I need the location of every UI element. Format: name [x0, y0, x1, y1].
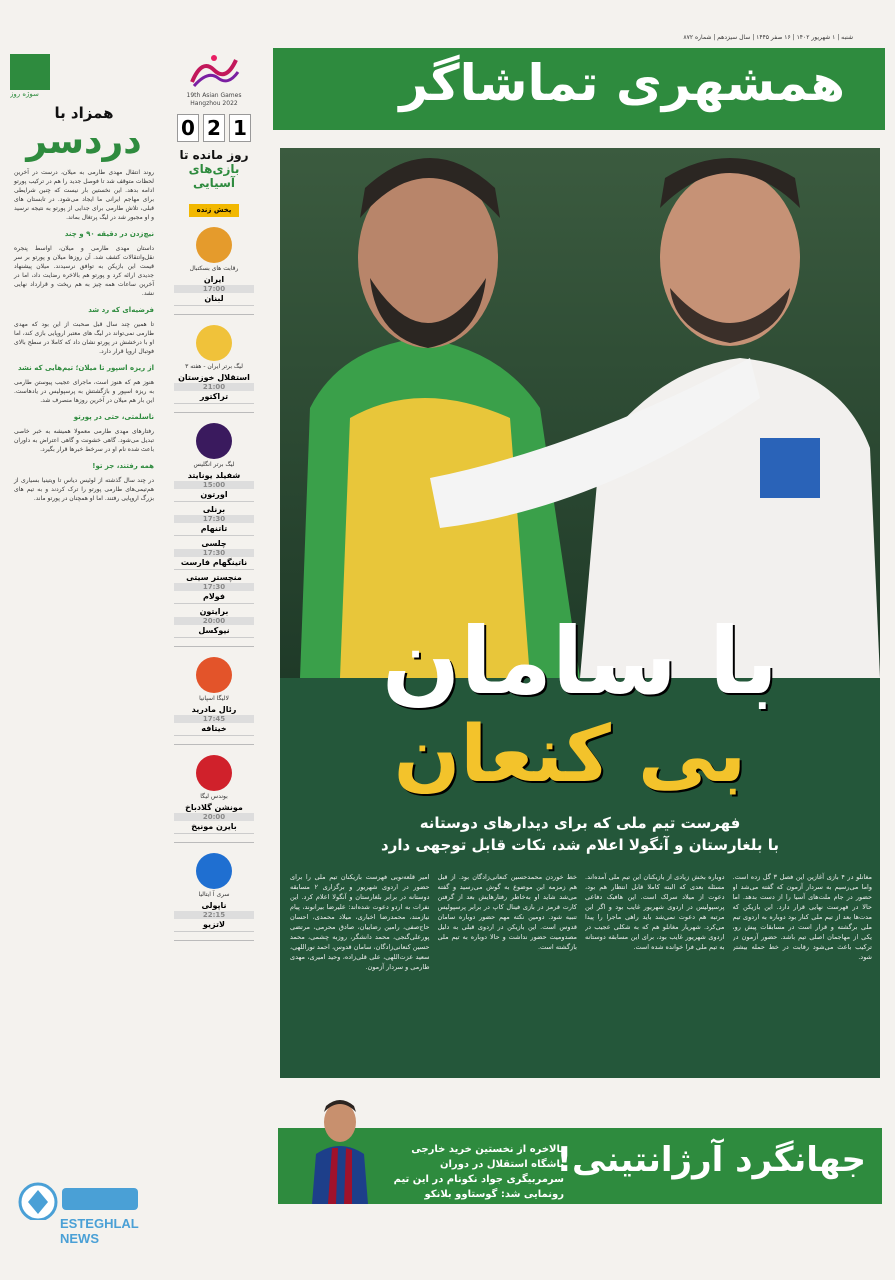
left-news-column — [10, 52, 158, 1277]
countdown — [170, 114, 258, 142]
divider — [174, 744, 254, 745]
body-column: دوباره بخش زیادی از بازیکنان این تیم ملی آمده‌اند. مسئله بعدی که البته کاملا قابل انتظار هم بود، دعوت از میلاد سرلک است. این هافبک دفاعی پرسپولیس در اردوی شهریور غایب بود و اگر این مرتبه هم دعوت نمی‌شد باید راهی ماجرا را پیدا می‌کرد. شهریار مغانلو هم که به شکلی عجیب در اردوی شهریور غایب بود، برای این مسابقه دوستانه به تیم ملی فرا خوانده شده است. — [585, 873, 725, 951]
body-column: خط خوردن محمدحسین کنعانی‌زادگان بود. از قبل هم زمزمه این موضوع به گوش می‌رسید و گفته می‌شد شاید او به‌خاطر رفتارهایش بعد از گرفتن کارت قرمز در بازی فینال کاپ در برابر پرسپولیس تنبیه شود. دومین نکته مهم حضور دوباره سامان قدوس است. این بازیکن در اردوی قبلی به دلیل مصدومیت حضور نداشت و حالا دوباره به تیم ملی بازگشته است. — [437, 873, 577, 951]
match-time: 20:00 — [174, 617, 254, 625]
watermark — [14, 1180, 144, 1250]
match-row — [174, 275, 254, 306]
schedule-column — [170, 52, 258, 1277]
body-column: امیر قلعه‌نویی فهرست بازیکنان تیم ملی را برای حضور در اردوی شهریور و برگزاری ۲ مسابقه دوستانه در برابر بلغارستان و آنگولا اعلام کرد. این نفرات به اردو دعوت شده‌اند: علیرضا بیرانوند، پیام نیازمند، محمدرضا اخباری، میلاد محمدی، احسان حاج‌صفی، رامین رضاییان، صادق محرمی، مرتضی پورعلی‌گنجی، محمد دانشگر، روزبه چشمی، محمد حسین کنعانی‌زادگان، سامان قدوس، احمد نوراللهی، سعید عزت‌اللهی، علی قلی‌زاده، وحید امیری، مهدی طارمی و سردار آزمون. — [290, 873, 430, 971]
days-label: روز مانده تا — [179, 148, 249, 162]
divider — [174, 412, 254, 413]
left-sub-text: در چند سال گذشته از لوئیس دیاس تا ویتینیا بسیاری از هم‌تیمی‌های طارمی پورتو را ترک کردند و به تیم های بزرگ اروپایی رفتند. اما او همچنان در پورتو ماند. — [14, 477, 154, 502]
cover-photo — [280, 148, 880, 678]
left-sub-text: تا همین چند سال قبل صحبت از این بود که مهدی طارمی نمی‌تواند در لیگ های معتبر اروپایی بازی کند، اما او با درخشش در پورتو نشان داد که کاملا در سطح بالای فوتبال اروپا قرار دارد. — [14, 321, 154, 355]
live-broadcast-badge: پخش زنده — [189, 204, 239, 217]
league-block — [170, 657, 258, 736]
left-sub-title: نیچ‌زدن در دقیقه ۹۰ و چند — [64, 230, 154, 238]
section-tag-label: سوژه روز — [10, 90, 39, 98]
left-kicker: همزاد با — [54, 104, 114, 122]
left-sub-title: همه رفتند، جز تو! — [92, 462, 154, 470]
match-time: 21:00 — [174, 383, 254, 391]
league-logo-icon — [196, 853, 232, 889]
match-home: شفیلد یونایتد — [187, 471, 241, 480]
match-row — [174, 573, 254, 604]
match-away: لاتزیو — [203, 920, 225, 929]
divider — [174, 646, 254, 647]
masthead-title: همشهری تماشاگر — [399, 54, 845, 112]
left-headline: دردسر — [26, 121, 142, 162]
match-home: برایتون — [199, 607, 229, 616]
match-time: 17:45 — [174, 715, 254, 723]
match-row — [174, 705, 254, 736]
match-row — [174, 607, 254, 638]
match-time: 15:00 — [174, 481, 254, 489]
match-home: رئال مادرید — [191, 705, 237, 714]
match-time: 17:30 — [174, 583, 254, 591]
match-time: 22:15 — [174, 911, 254, 919]
match-away: نیوکسل — [198, 626, 230, 635]
divider — [174, 842, 254, 843]
main-headline-secondary: بی کنعان — [393, 710, 747, 800]
match-home: چلسی — [201, 539, 227, 548]
match-row — [174, 373, 254, 404]
match-home: ایران — [203, 275, 225, 284]
body-column: مغانلو در ۴ بازی آغازین این فصل ۳ گل زده است. واما می‌رسیم به سردار آزمون که گفته می‌شد او حضور در جام ملت‌های آسیا را از دست بدهد. اما حالا در فهرست نهایی قرار دارد. این بازیکن که مدت‌ها بعد از تیم ملی کنار بود دوباره به اردوی تیم ملی برگشته و قرار است در مسابقات پیش رو، یکی از مهاجمان اصلی تیم باشد. حضور آزمون در ترکیب باعث می‌شود رقابت در خط حمله بیشتر شود. — [732, 873, 872, 961]
league-name: بوندس لیگا — [200, 793, 228, 800]
games-caption: 19th Asian Games — [186, 92, 242, 99]
banner-text: بالاخره از نخستین خرید خارجی باشگاه استقلال در دوران سرمربیگری جواد نکونام در این تیم رونمایی شد: گوستاوو بلانکو — [393, 1144, 564, 1200]
left-sub-title: ناسلمتی، حتی در پورتو — [73, 413, 154, 421]
match-away: فولام — [202, 592, 226, 601]
match-time: 17:30 — [174, 515, 254, 523]
left-sub-title: از ریزه اسپور تا میلان؛ تیم‌هایی که نشد — [17, 364, 154, 372]
countdown-digit: 0 — [177, 114, 199, 142]
match-away: تراکتور — [199, 392, 229, 401]
match-away: خیتافه — [201, 724, 227, 733]
league-block — [170, 423, 258, 638]
divider — [174, 314, 254, 315]
match-row — [174, 505, 254, 536]
match-home: استقلال خوزستان — [178, 373, 250, 382]
countdown-digit: 1 — [229, 114, 251, 142]
games-name: بازی‌های — [188, 162, 240, 176]
match-home: مونشن گلادباخ — [185, 803, 243, 812]
league-logo-icon — [196, 755, 232, 791]
match-row — [174, 471, 254, 502]
match-away: ناتینگهام فارست — [180, 558, 248, 567]
league-name: لالیگا اسپانیا — [199, 695, 229, 702]
match-away: اورتون — [200, 490, 228, 499]
left-sub-text: هنوز هم که هنوز است، ماجرای عجیب پیوستن طارمی به ریزه اسپور و بازگشتش به پرسپولیس در یادهاست. این بار هم میلان در آخرین روزها منصرف شد. — [14, 379, 154, 404]
league-name: رقابت های بسکتبال — [189, 265, 239, 272]
games-name: آسیایی — [193, 176, 235, 190]
banner-headline: جهانگرد آرژانتینی! — [556, 1140, 866, 1180]
asian-games-logo-icon — [184, 52, 244, 92]
watermark-text: ESTEGHLAL NEWS — [60, 1216, 139, 1246]
league-block — [170, 853, 258, 932]
league-name: سری آ ایتالیا — [198, 891, 230, 898]
match-away: بایرن مونیخ — [191, 822, 237, 831]
league-name: لیگ برتر انگلیس — [193, 461, 235, 468]
league-block — [170, 227, 258, 306]
league-logo-icon — [196, 657, 232, 693]
left-sub-text: داستان مهدی طارمی و میلان، اواسط پنجره نقل‌وانتقالات کشف شد. آن روزها میلان و پورتو بر سر قیمت این بازیکن به توافق نرسیدند. میلان پیشنهاد جدیدی ارائه کرد و پورتو هم بالاخره رضایت داد، اما در آخرین ساعات همه چیز به هم ریخت و قرارداد نهایی نشد. — [14, 245, 154, 297]
match-away: تاتنهام — [200, 524, 228, 533]
bottom-banner — [278, 1128, 882, 1204]
left-sub-title: فرضیه‌ای که رد شد — [88, 306, 154, 314]
match-home: ناپولی — [201, 901, 227, 910]
league-logo-icon — [196, 227, 232, 263]
match-away: لبنان — [204, 294, 224, 303]
match-row — [174, 539, 254, 570]
match-row — [174, 803, 254, 834]
main-deck — [300, 812, 860, 856]
match-time: 17:30 — [174, 549, 254, 557]
main-body-columns — [290, 872, 872, 1072]
divider — [174, 940, 254, 941]
league-block — [170, 755, 258, 834]
main-headline: با سامان — [381, 608, 779, 715]
masthead-date: شنبه | ۱ شهریور ۱۴۰۲ | ۱۶ صفر ۱۴۴۵ | سال سیزدهم | شماره ۸۷۲ — [683, 34, 853, 41]
match-time: 17:00 — [174, 285, 254, 293]
player-cutout — [308, 1098, 372, 1204]
section-tag — [10, 54, 50, 90]
league-list — [170, 227, 258, 941]
deck-line: با بلغارستان و آنگولا اعلام شد، نکات قابل توجهی دارد — [381, 836, 779, 854]
league-name: لیگ برتر ایران - هفته ۳ — [185, 363, 243, 370]
league-logo-icon — [196, 325, 232, 361]
match-home: برنلی — [202, 505, 226, 514]
left-intro: روند انتقال مهدی طارمی به میلان، درست در آخرین لحظات متوقف شد تا فوصل جدید را هم در ترکیب پورتو ادامه بدهد. این نخستین بار نیست که چنین شرایطی برای مهاجم ایرانی ما ایجاد می‌شود. در تابستان های قبلی، تلاش طارمی برای جدایی از پورتو به نتیجه نرسید و او مجبور شد در لیگ پرتغال بماند. — [14, 169, 154, 221]
masthead — [273, 34, 885, 130]
match-row — [174, 901, 254, 932]
left-sub-text: رفتارهای مهدی طارمی معمولا همیشه به خبر خاصی تبدیل می‌شود. گاهی خشونت و گاهی اعتراض به داوران باعث شده نام او در سرخط خبرها قرار بگیرد. — [14, 428, 154, 453]
deck-line: فهرست تیم ملی که برای دیدارهای دوستانه — [419, 814, 741, 832]
league-block — [170, 325, 258, 404]
match-time: 20:00 — [174, 813, 254, 821]
games-caption: Hangzhou 2022 — [190, 100, 238, 107]
match-home: منچستر سیتی — [186, 573, 242, 582]
countdown-digit: 2 — [203, 114, 225, 142]
league-logo-icon — [196, 423, 232, 459]
